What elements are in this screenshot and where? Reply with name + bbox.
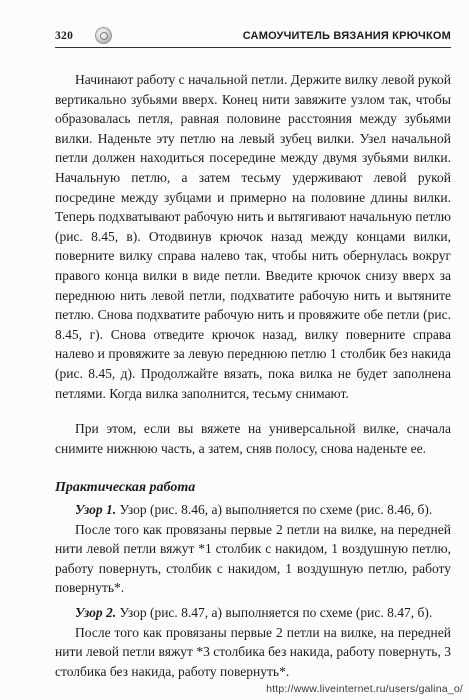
pattern-1-label: Узор 1.: [75, 502, 117, 517]
page-header: [55, 28, 451, 48]
body-paragraph-2: [55, 419, 451, 458]
section-heading: Практическая работа: [55, 480, 196, 495]
pattern-2-intro: [55, 603, 451, 623]
pattern-2-intro-text: Узор (рис. 8.47, а) выполняется по схеме (рис. 8.47, б).: [116, 605, 433, 620]
paragraph-text: При этом, если вы вяжете на универсальной вилке, сначала снимите нижнюю часть, а затем, сняв полосу, снова наденьте ее.: [55, 421, 451, 456]
ornament-icon: [95, 27, 112, 44]
pattern-1-intro-text: Узор (рис. 8.46, а) выполняется по схеме (рис. 8.46, б).: [116, 502, 433, 517]
source-url: http://www.liveinternet.ru/users/galina_o/: [266, 683, 463, 695]
body-paragraph-1: [55, 70, 451, 403]
paragraph-text: Начинают работу с начальной петли. Держите вилку левой рукой вертикально зубьями вверх. Конец нити завяжите узлом так, чтобы образовалась петля, равная половине расстояния между зубьями вилки. Наденьте эту петлю на левый зубец вилки. Узел начальной петли должен находиться посередине между двумя зубьями вилки. Начальную петлю, а затем тесьму удерживают левой рукой посредине между зубцами и примерно на половине длины вилки. Теперь подхватывают рабочую нить и вытягивают начальную петлю (рис. 8.45, в). Отодвинув крючок назад между концами вилки, поверните вилку справа налево так, чтобы нить обернулась вокруг правого конца вилки в виде петли. Введите крючок снизу вверх за переднюю нить левой петли, подхватите рабочую нить и вытяните петлю. Снова подхватите рабочую нить и провяжите обе петли (рис. 8.45, г). Снова отведите крючок назад, вилку поверните справа налево и провяжите за левую переднюю петлю 1 столбик без накида (рис. 8.45, д). Продолжайте вязать, пока вилка не будет заполнена петлями. Когда вилка заполнится, тесьму снимают.: [55, 72, 451, 401]
page-number: 320: [55, 30, 74, 42]
running-title: САМОУЧИТЕЛЬ ВЯЗАНИЯ КРЮЧКОМ: [242, 30, 451, 42]
pattern-2-block: [55, 603, 451, 681]
pattern-2-label: Узор 2.: [75, 605, 117, 620]
pattern-1-intro: [55, 500, 451, 520]
header-divider: [55, 47, 451, 48]
pattern-1-instructions: После того как провязаны первые 2 петли на вилке, на передней нити левой петли вяжут *1 столбик с накидом, 1 воздушную петлю, работу повернуть, столбик с накидом, 1 воздушную петлю, работу повернуть*.: [55, 521, 451, 596]
pattern-2-instructions: После того как провязаны первые 2 петли на вилке, на передней нити левой петли вяжут *3 столбика без накида, работу повернуть, 3 столбика без накида, работу повернуть*.: [55, 624, 451, 679]
pattern-1-block: [55, 500, 451, 598]
